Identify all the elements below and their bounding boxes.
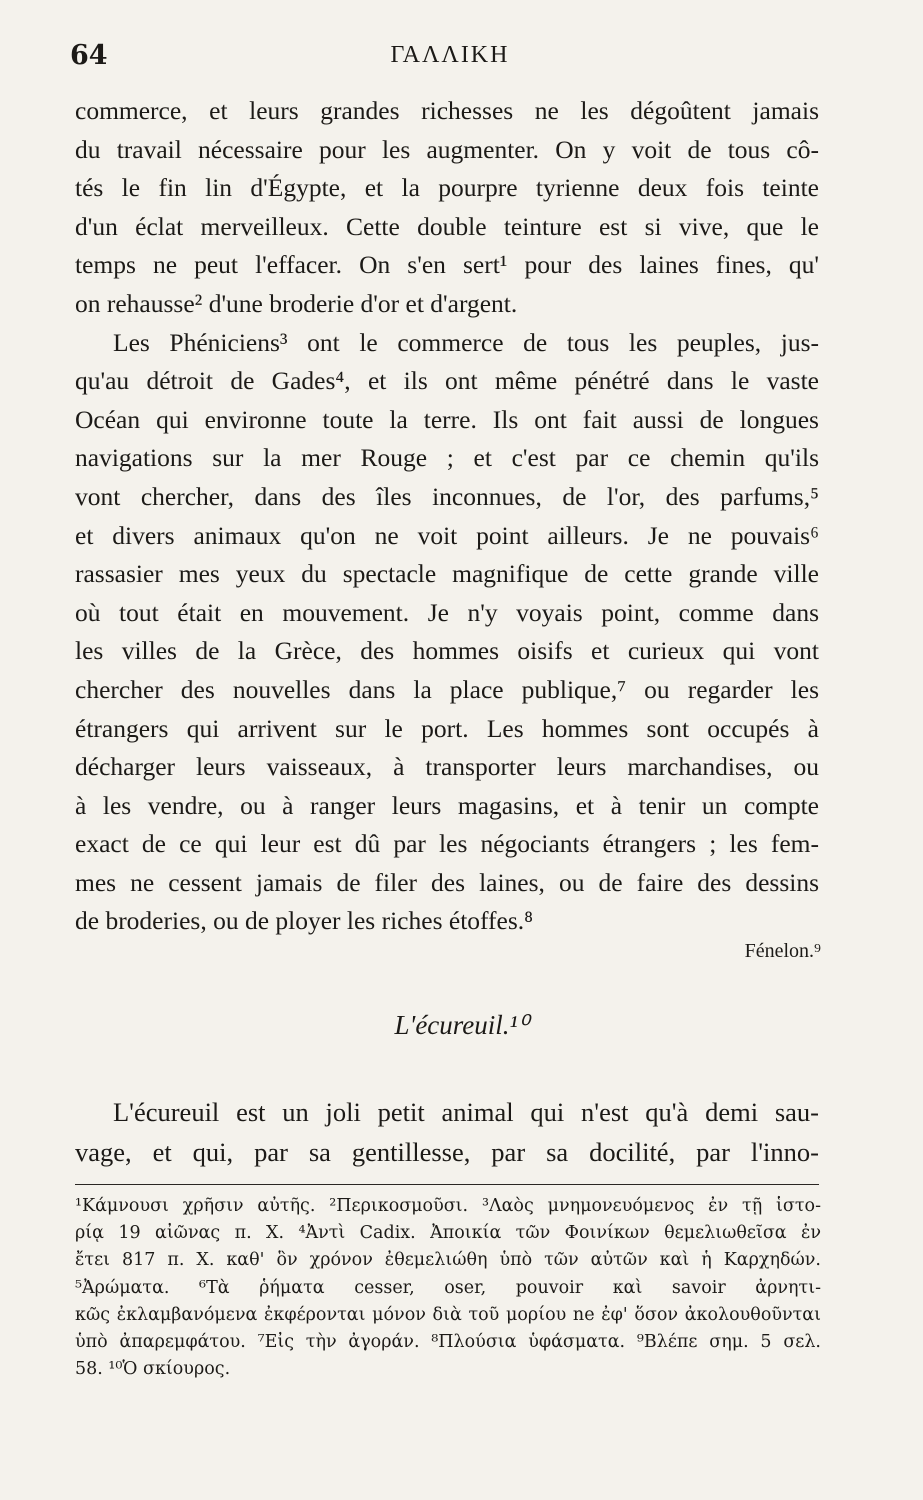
text-line: navigations sur la mer Rouge ; et c'est par ce chemin qu'ils: [75, 443, 819, 473]
text-line: Les Phéniciens³ ont le commerce de tous les peuples, jus-: [113, 327, 819, 357]
text-line: du travail nécessaire pour les augmenter. On y voit de tous cô-: [75, 134, 819, 164]
paragraph-2: [75, 324, 819, 942]
author-signature: Fénelon.⁹: [744, 940, 821, 962]
text-line: exact de ce qui leur est dû par les négociants étrangers ; les fem-: [75, 829, 819, 859]
text-line: les villes de la Grèce, des hommes oisifs et curieux qui vont: [75, 636, 819, 666]
footnote-line: ¹Κάμνουσι χρῆσιν αὐτῆς. ²Περικοσμοῦσι. ³Λαὸς μνημονευόμενος ἐν τῇ ἱστο-: [75, 1196, 821, 1216]
text-line: décharger leurs vaisseaux, à transporter leurs marchandises, ou: [75, 752, 819, 782]
text-line: mes ne cessent jamais de filer des laines, ou de faire des dessins: [75, 867, 819, 897]
section-title: L'écureuil.¹⁰: [394, 1010, 529, 1040]
text-line: vage, et qui, par sa gentillesse, par sa docilité, par l'inno-: [75, 1137, 819, 1167]
running-title: ΓΑΛΛΙΚΗ: [390, 42, 510, 68]
page-number: 64: [70, 40, 108, 71]
text-line: commerce, et leurs grandes richesses ne les dégoûtent jamais: [75, 96, 819, 125]
text-line: où tout était en mouvement. Je n'y voyais point, comme dans: [75, 597, 819, 627]
footnote-line: ὑπὸ ἀπαρεμφάτου. ⁷Εἰς τὴν ἀγοράν. ⁸Πλούσια ὑφάσματα. ⁹Βλέπε σημ. 5 σελ.: [75, 1331, 821, 1352]
footnote-line: ἔτει 817 π. Χ. καθ' ὃν χρόνον ἐθεμελιώθη ὑπὸ τῶν αὐτῶν καὶ ἡ Καρχηδών.: [75, 1250, 821, 1271]
text-line: Océan qui environne toute la terre. Ils ont fait aussi de longues: [75, 404, 819, 434]
text-line: tés le fin lin d'Égypte, et la pourpre tyrienne deux fois teinte: [75, 173, 819, 203]
footnote-line: ρίᾳ 19 αἰῶνας π. Χ. ⁴Ἀντὶ Cadix. Ἀποικία τῶν Φοινίκων θεμελιωθεῖσα ἐν: [75, 1223, 821, 1244]
text-line: qu'au détroit de Gades⁴, et ils ont même pénétré dans le vaste: [75, 366, 819, 396]
text-line: on rehausse² d'une broderie d'or et d'argent.: [75, 288, 518, 318]
text-line: et divers animaux qu'on ne voit point ailleurs. Je ne pouvais⁶: [75, 520, 819, 550]
section-text: [75, 1092, 819, 1172]
text-line: temps ne peut l'effacer. On s'en sert¹ pour des laines fines, qu': [75, 250, 819, 280]
paragraph-1: [75, 92, 819, 324]
text-line: L'écureuil est un joli petit animal qui n'est qu'à demi sau-: [113, 1097, 819, 1127]
footnote-line: ⁵Ἀρώματα. ⁶Τὰ ῥήματα cesser, oser, pouvoir καὶ savoir ἀρνητι-: [75, 1277, 821, 1298]
text-line: de broderies, ou de ployer les riches étoffes.⁸: [75, 906, 534, 936]
footnote-line: 58. ¹⁰Ὁ σκίουρος.: [75, 1359, 231, 1380]
footnote-divider: [75, 1184, 819, 1185]
main-text: [75, 92, 819, 941]
text-line: d'un éclat merveilleux. Cette double teinture est si vive, que le: [75, 211, 819, 241]
text-line: chercher des nouvelles dans la place publique,⁷ ou regarder les: [75, 674, 819, 704]
running-head: [70, 40, 830, 76]
text-line: rassasier mes yeux du spectacle magnifique de cette grande ville: [75, 559, 819, 589]
footnote-line: κῶς ἐκλαμβανόμενα ἐκφέρονται μόνον διὰ τοῦ μορίου ne ἐφ' ὅσον ἀκολουθοῦνται: [75, 1304, 821, 1325]
text-line: étrangers qui arrivent sur le port. Les hommes sont occupés à: [75, 713, 819, 743]
footnotes: [75, 1193, 821, 1383]
text-line: à les vendre, ou à ranger leurs magasins, et à tenir un compte: [75, 790, 819, 820]
text-line: vont chercher, dans des îles inconnues, de l'or, des parfums,⁵: [75, 481, 819, 511]
